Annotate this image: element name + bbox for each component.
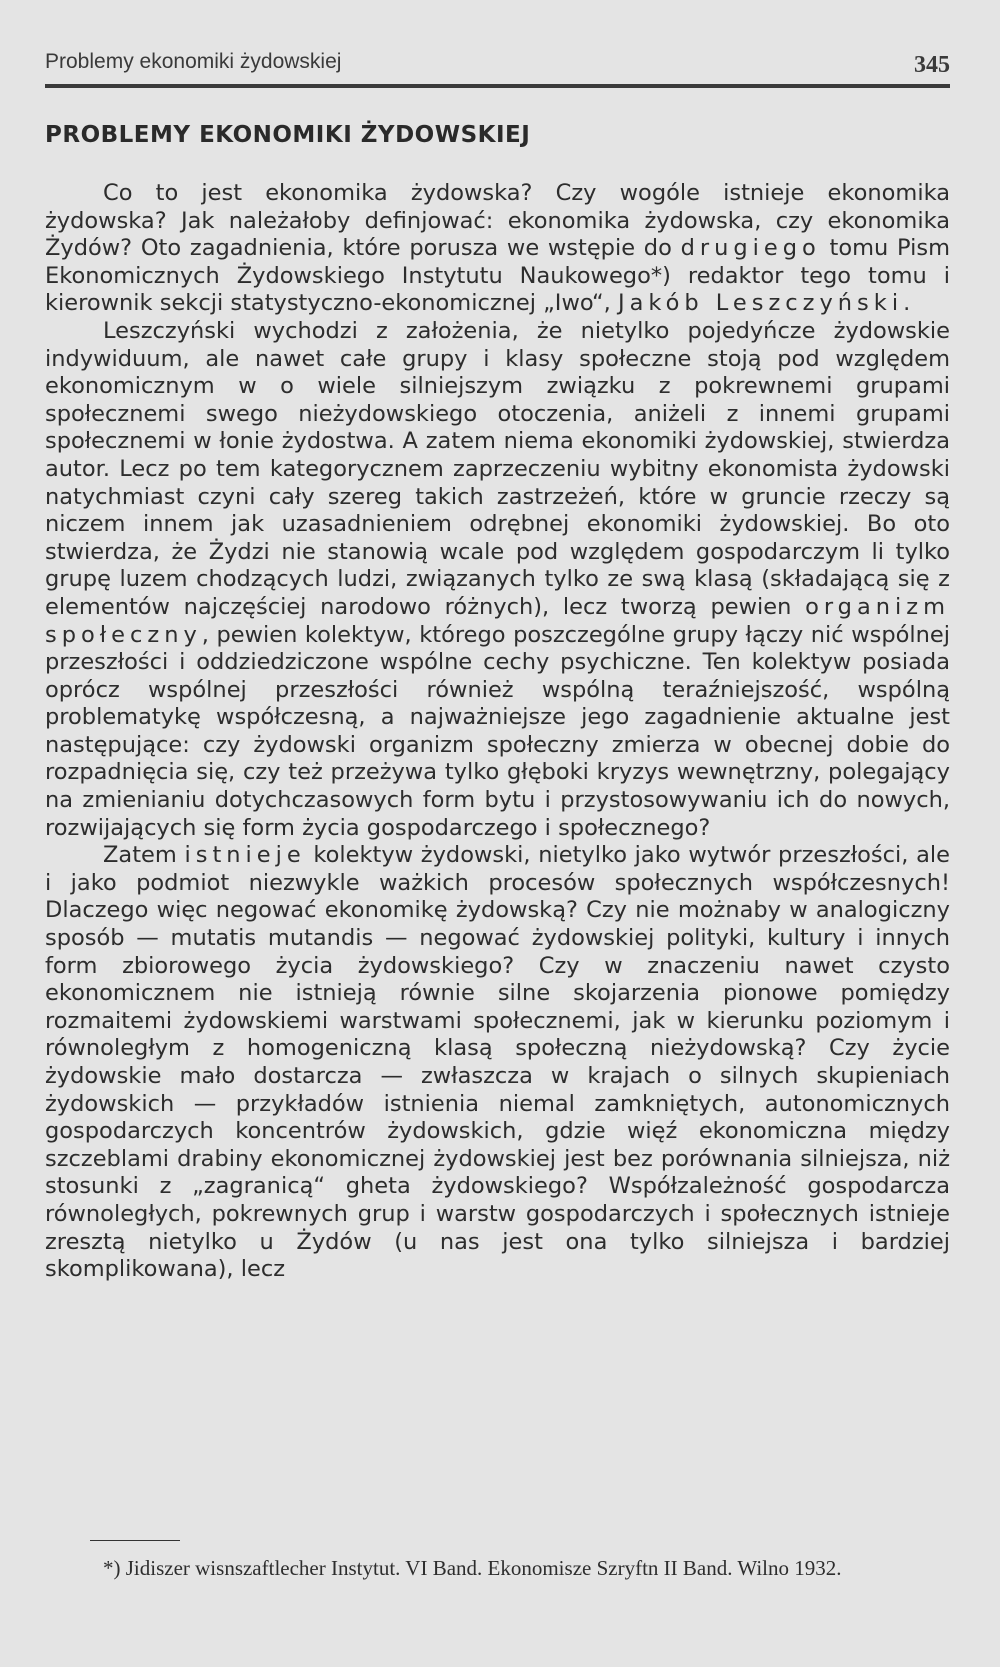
paragraph-3-text-b: kolektyw żydowski, nietylko jako wytwór przeszłości, ale i jako podmiot niezwykle ważkich procesów społecznych współczesnych! Dlaczego więc negować ekonomikę żydowską? Czy nie możnaby w analogiczny sposób — mutatis mutandis — negować żydowskiej polityki, kultury i innych form zbiorowego życia żydowskiego? Czy w znaczeniu nawet czysto ekonomicznem nie istnieją równie silne skojarzenia pionowe pomiędzy rozmaitemi żydowskiemi warstwami społecznemi, jak w kierunku poziomym i równoległym z homogeniczną klasą społeczną nieżydowską? Czy życie żydowskie mało dostarcza — zwłaszcza w krajach o silnych skupieniach żydowskich — przykładów istnienia niemal zamkniętych, autonomicznych gospodarczych koncentrów żydowskich, gdzie więź ekonomiczna między szczeblami drabiny ekonomicznej żydowskiej jest bez porównania silniejsza, niż stosunki z „zagranicą“ gheta żydowskiego? Współzależność gospodarcza równoległych, pokrewnych grup i warstw gospodarczych i społecznych istnieje zresztą nietylko u Żydów (u nas jest ona tylko silniejsza i bardziej skomplikowana), lecz — [45, 842, 950, 1283]
article-body — [45, 180, 950, 1284]
paragraph-2 — [45, 318, 950, 842]
header-rule — [45, 84, 950, 88]
footnote-text: *) Jidiszer wisnszaftlecher Instytut. VI Band. Ekonomisze Szryftn II Band. Wilno 1932. — [103, 1556, 842, 1580]
paragraph-3 — [45, 842, 950, 1284]
spaced-emphasis-organizm: organizm społeczny — [45, 593, 950, 648]
footnote-rule — [90, 1540, 180, 1541]
spaced-emphasis-drugiego: drugiego — [680, 235, 821, 262]
running-title: Problemy ekonomiki żydowskiej — [45, 50, 342, 73]
running-header — [45, 50, 950, 80]
page-number: 345 — [914, 52, 950, 78]
paragraph-2-text-b: , pewien kolektyw, którego poszczególne grupy łączy nić wspólnej przeszłości i oddziedziczone wspólne cechy psychiczne. Ten kolektyw posiada oprócz wspólnej przeszłości również wspólną teraźniejszość, wspólną problematykę współczesną, a najważniejsze jego zagadnienie aktualne jest następujące: czy żydowski organizm społeczny zmierza w obecnej dobie do rozpadnięcia się, czy też przeżywa tylko głęboki kryzys wewnętrzny, polegający na zmienianiu dotychczasowych form bytu i przystosowywaniu ich do nowych, rozwijających się form życia gospodarczego i społecznego? — [45, 621, 950, 841]
article-title: PROBLEMY EKONOMIKI ŻYDOWSKIEJ — [45, 122, 531, 148]
paragraph-1-text-b: tomu Pism Ekonomicznych Żydowskiego Instytutu Naukowego*) redaktor tego tomu i kierownik sekcji statystyczno-ekonomicznej „Iwo“, — [45, 235, 950, 317]
paragraph-1 — [45, 180, 950, 318]
paragraph-2-text-a: Leszczyński wychodzi z założenia, że nietylko pojedyńcze żydowskie indywiduum, ale nawet całe grupy i klasy społeczne stoją pod względem ekonomicznym w o wiele silniejszym związku z pokrewnemi grupami społecznemi swego nieżydowskiego otoczenia, aniżeli z innemi grupami społecznemi w łonie żydostwa. A zatem niema ekonomiki żydowskiej, stwierdza autor. Lecz po tem kategorycznem zaprzeczeniu wybitny ekonomista żydowski natychmiast czyni cały szereg takich zastrzeżeń, które w gruncie rzeczy są niczem innem jak uzasadnieniem odrębnej ekonomiki żydowskiej. Bo oto stwierdza, że Żydzi nie stanowią wcale pod względem gospodarczym li tylko grupę luzem chodzących ludzi, związanych tylko ze swą klasą (składającą się z elementów najczęściej narodowo różnych), lecz tworzą pewien — [45, 317, 950, 620]
spaced-emphasis-istnieje: istnieje — [184, 842, 306, 869]
footnote — [45, 1554, 950, 1583]
paragraph-1-text-a: Co to jest ekonomika żydowska? Czy wogóle istnieje ekonomika żydowska? Jak należałoby definjować: ekonomika żydowska, czy ekonomika Żydów? Oto zagadnienia, które porusza we wstępie do — [45, 180, 950, 262]
spaced-emphasis-author: Jakób Leszczyński. — [617, 290, 916, 317]
paragraph-3-text-a: Zatem — [103, 842, 185, 869]
